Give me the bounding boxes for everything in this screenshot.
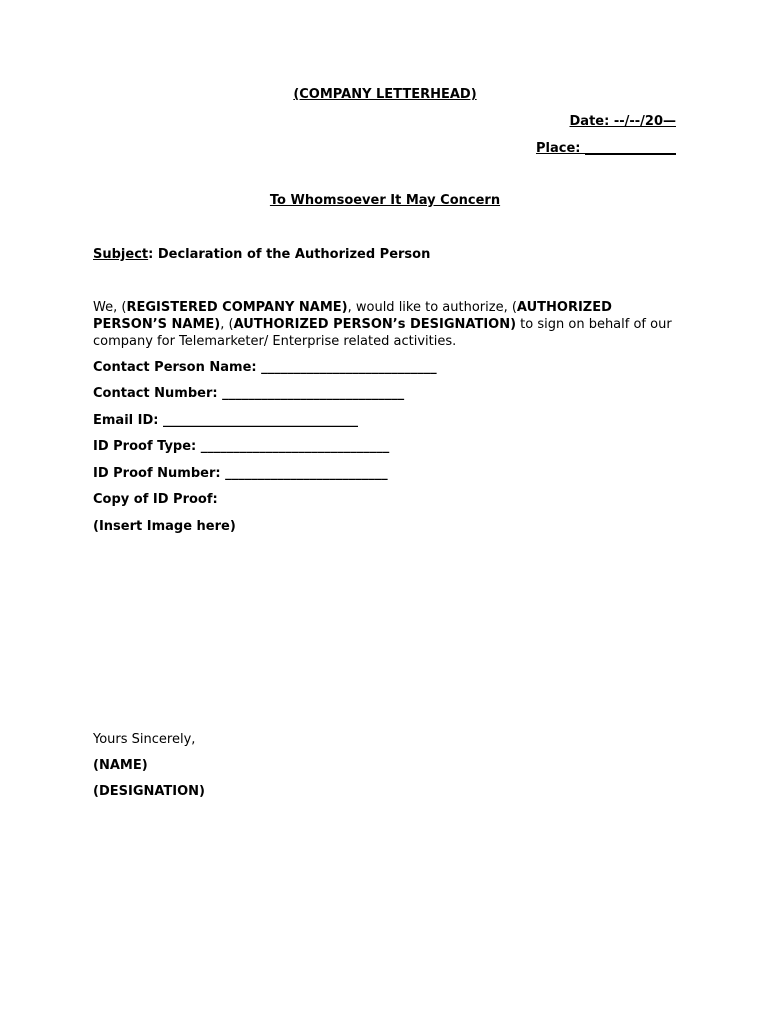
paragraph-text-3: , ( [220, 317, 234, 332]
subject-label: Subject [93, 247, 149, 262]
person-name-placeholder: AUTHORIZED PERSON’S NAME) [93, 300, 612, 332]
concern-heading: To Whomsoever It May Concern [269, 193, 501, 208]
id-proof-type-field: ID Proof Type: _____________________________ [93, 439, 390, 454]
email-id-field: Email ID: ______________________________ [93, 413, 358, 428]
contact-number-field: Contact Number: ____________________________ [93, 386, 405, 401]
authorization-paragraph [93, 299, 683, 350]
letterhead-heading: (COMPANY LETTERHEAD) [293, 87, 477, 102]
contact-person-name-field: Contact Person Name: ___________________________ [93, 360, 437, 375]
insert-image-placeholder: (Insert Image here) [93, 519, 236, 534]
signatory-designation: (DESIGNATION) [93, 784, 205, 799]
date-line: Date: --/--/20— [569, 114, 676, 129]
subject-text: : Declaration of the Authorized Person [148, 247, 431, 262]
signatory-name: (NAME) [93, 758, 148, 773]
place-line: Place: ______________ [535, 141, 676, 156]
person-designation-placeholder: AUTHORIZED PERSON’s DESIGNATION) [233, 317, 517, 332]
paragraph-text-4: to sign on behalf of our company for Telemarketer/ Enterprise related activities. [93, 317, 672, 349]
paragraph-text-2: , would like to authorize, ( [347, 300, 517, 315]
paragraph-text-1: We, ( [93, 300, 127, 315]
copy-of-id-proof-label: Copy of ID Proof: [93, 492, 218, 507]
subject-line [93, 246, 430, 263]
closing-salutation: Yours Sincerely, [93, 732, 196, 747]
company-name-placeholder: REGISTERED COMPANY NAME) [126, 300, 348, 315]
id-proof-number-field: ID Proof Number: _________________________ [93, 466, 388, 481]
